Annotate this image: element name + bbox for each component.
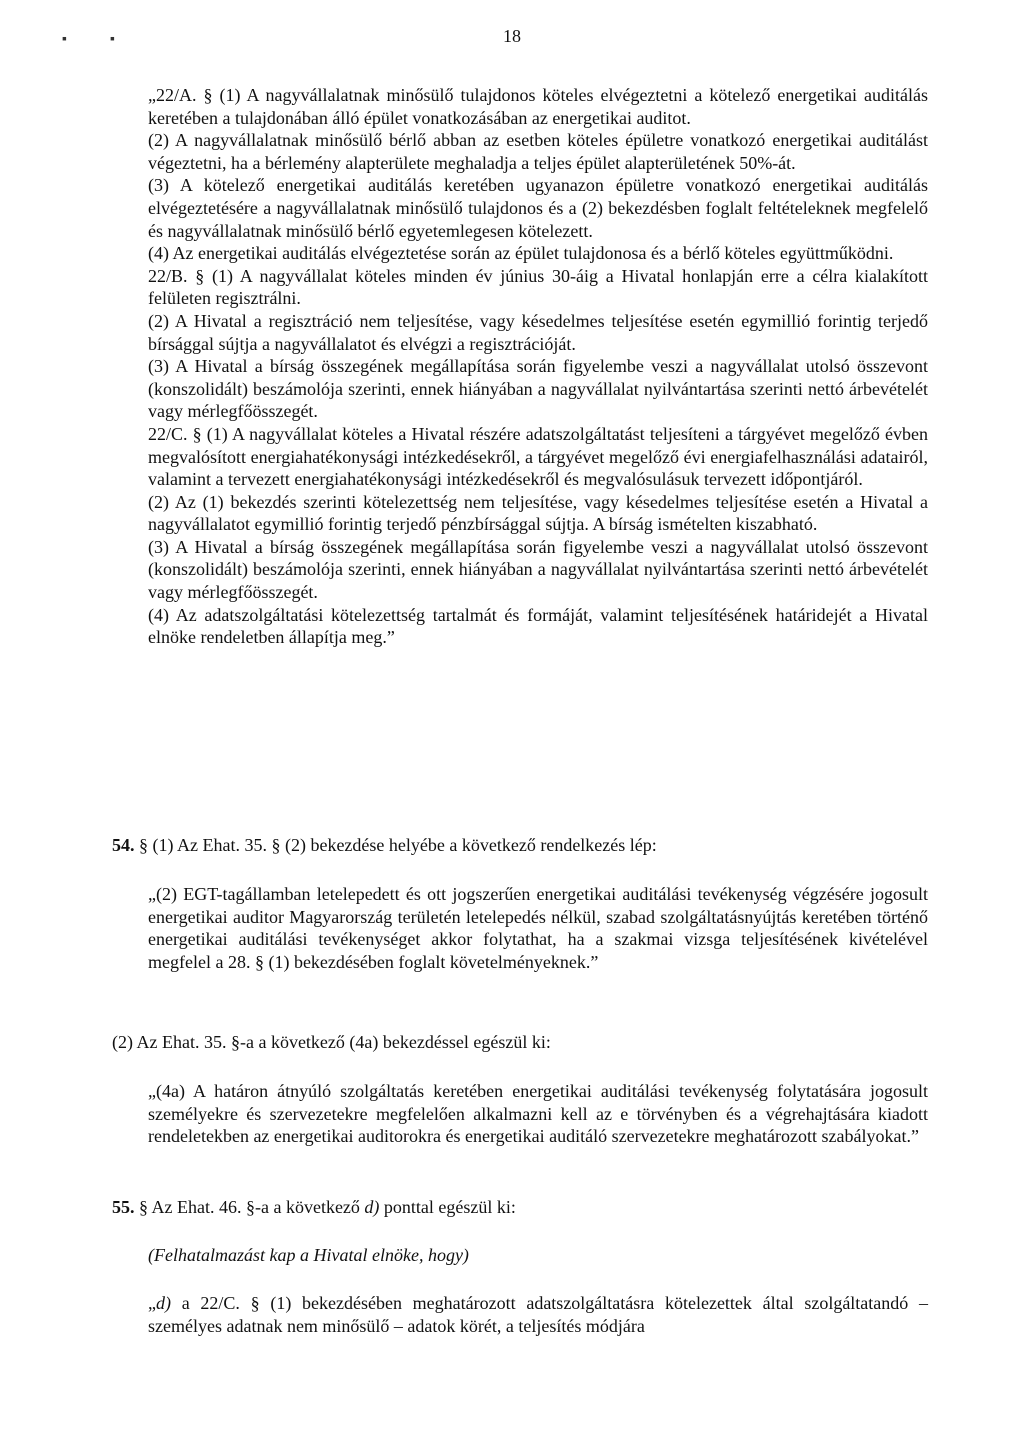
section-55-point-d: [148, 1292, 928, 1337]
section-55-italic-intro: (Felhatalmazást kap a Hivatal elnöke, hogy): [148, 1245, 469, 1265]
quote-paragraph-4a: „(4a) A határon átnyúló szolgáltatás keretében energetikai auditálási tevékenység folytatására jogosult személyekre és szervezetekre megfelelően alkalmazni kell az e törvényben és a végrehajtására kiadott rendeletekben az energetikai auditorokra és energetikai auditáló szervezetekre meghatározott szabályokat.”: [148, 1081, 928, 1147]
section-55-intro: [148, 1244, 928, 1267]
section-54-sub-quote: [148, 1080, 928, 1148]
section-54-sub-text: (2) Az Ehat. 35. §-a a következő (4a) bekezdéssel egészül ki:: [112, 1032, 551, 1052]
section-54-quote: [148, 883, 928, 973]
section-55-number: 55.: [112, 1197, 135, 1217]
section-54-number: 54.: [112, 835, 135, 855]
section-54-sub-heading: [112, 1031, 928, 1054]
paragraph-22b-3: (3) A Hivatal a bírság összegének megállapítása során figyelembe veszi a nagyvállalat utolsó összevont (konszolidált) beszámolója szerinti, ennek hiányában a nagyvállalat nyilvántartása szerinti nettó árbevételét vagy mérlegfőösszegét.: [148, 356, 928, 422]
paragraph-22a-3: (3) A kötelező energetikai auditálás keretében ugyanazon épületre vonatkozó energetikai auditálás elvégeztetésére a nagyvállalatnak minősülő tulajdonos és a (2) bekezdésben foglalt feltételeknek megfelelő és nagyvállalatnak minősülő bérlő egyetemlegesen kötelezett.: [148, 175, 928, 241]
section-55-italic-point: d): [364, 1197, 380, 1217]
page-number: 18: [503, 26, 521, 46]
paragraph-22b-1: 22/B. § (1) A nagyvállalat köteles minden év június 30-áig a Hivatal honlapján erre a célra kialakított felületen regisztrálni.: [148, 265, 928, 309]
section-55-text-before: § Az Ehat. 46. §-a a következő: [134, 1197, 365, 1217]
paragraph-22c-2: (2) Az (1) bekezdés szerinti kötelezettség nem teljesítése, vagy késedelmes teljesítése esetén a Hivatal a nagyvállalatot egymillió forintig terjedő pénzbírsággal sújtja. A bírság ismételten kiszabható.: [148, 491, 928, 535]
paragraph-22a-4: (4) Az energetikai auditálás elvégeztetése során az épület tulajdonosa és a bérlő köteles együttműködni.: [148, 243, 894, 264]
section-54-text: § (1) Az Ehat. 35. § (2) bekezdése helyébe a következő rendelkezés lép:: [134, 835, 657, 855]
point-d-label: d): [156, 1293, 171, 1313]
point-d-text: a 22/C. § (1) bekezdésében meghatározott adatszolgáltatásra kötelezettek által szolgáltatandó – személyes adatnak nem minősülő – adatok körét, a teljesítés módjára: [148, 1293, 928, 1336]
paragraph-22c-4: (4) Az adatszolgáltatási kötelezettség tartalmát és formáját, valamint teljesítésének határidejét a Hivatal elnöke rendeletben állapítja meg.”: [148, 604, 928, 648]
quote-paragraph-2: „(2) EGT-tagállamban letelepedett és ott jogszerűen energetikai auditálási tevékenység végzésére jogosult energetikai auditor Magyarország területén letelepedés nélkül, szabad szolgáltatásnyújtás keretében történő energetikai auditálási tevékenységet akkor folytathat, ha a szakmai vizsga teljesítésének kivételével megfelel a 28. § (1) bekezdésében foglalt követelményeknek.”: [148, 884, 928, 972]
section-22-abc: [148, 84, 928, 649]
paragraph-22b-2: (2) A Hivatal a regisztráció nem teljesítése, vagy késedelmes teljesítése esetén egymillió forintig terjedő bírsággal sújtja a nagyvállalatot és elvégzi a regisztrációját.: [148, 310, 928, 354]
section-54-heading: [112, 834, 928, 857]
paragraph-22a-1: „22/A. § (1) A nagyvállalatnak minősülő tulajdonos köteles elvégeztetni a kötelező energetikai auditálás keretében a tulajdonában álló épület vonatkozásában az energetikai auditot.: [148, 85, 928, 128]
paragraph-22a-2: (2) A nagyvállalatnak minősülő bérlő abban az esetben köteles épületre vonatkozó energetikai auditálást végeztetni, ha a bérlemény alapterülete meghaladja a teljes épület alapterületének 50%-át.: [148, 130, 928, 173]
point-open-quote: „: [148, 1293, 156, 1313]
paragraph-22c-3: (3) A Hivatal a bírság összegének megállapítása során figyelembe veszi a nagyvállalat utolsó összevont (konszolidált) beszámolója szerinti, ennek hiányában a nagyvállalat nyilvántartása szerinti nettó árbevételét vagy mérlegfőösszegét.: [148, 536, 928, 603]
scan-mark-left: ▪: [62, 32, 67, 47]
scan-mark-right: ▪: [110, 32, 115, 47]
section-55-heading: [112, 1196, 928, 1219]
paragraph-22c-1: 22/C. § (1) A nagyvállalat köteles a Hivatal részére adatszolgáltatást teljesíteni a tárgyévet megelőző évben megvalósított energiahatékonysági intézkedésekről, a tárgyévet megelőző évi energiafelhasználási adatairól, valamint a tervezett energiahatékonysági intézkedésekről és megvalósulásuk tervezett időpontjáról.: [148, 423, 928, 490]
section-55-text-after: ponttal egészül ki:: [379, 1197, 516, 1217]
